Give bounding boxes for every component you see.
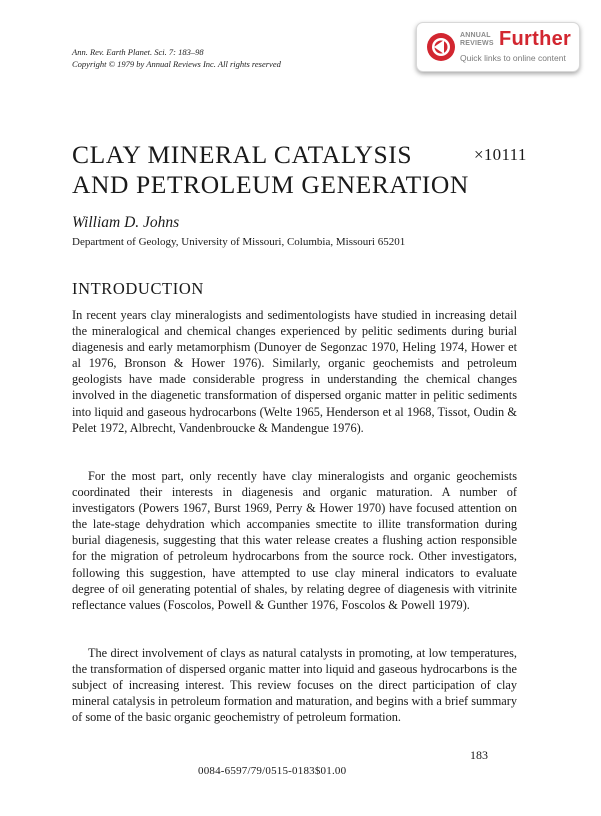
further-banner[interactable] — [416, 22, 580, 72]
title-line-1: CLAY MINERAL CATALYSIS — [72, 140, 413, 169]
article-title — [72, 140, 469, 200]
journal-header — [72, 47, 281, 70]
annual-reviews-logo-icon — [426, 32, 456, 62]
further-label: Further — [499, 28, 572, 50]
paragraph-2: For the most part, only recently have clay mineralogists and organic geochemists coordinated their interests in diagenesis and organic maturation. A number of investigators (Powers 1967, Burst 1969, Perry & Hower 1970) have focused attention on the late-stage dehydration which accompanies smectite to illite transformation during burial diagenesis, suggesting that this water release creates a flushing action responsible for the migration of petroleum hydrocarbons from the source rock. Other investigators, following this suggestion, have attempted to use clay mineral indicators to evaluate degree of oil generating potential of shales, by relating degree of diagenesis with vitrinite reflectance values (Foscolos, Powell & Gunther 1976, Foscolos & Powell 1979). — [72, 469, 517, 612]
paragraph-1: In recent years clay mineralogists and sedimentologists have studied in increasing detail the mineralogical and chemical changes experienced by pelitic sediments during burial diagenesis and early metamorphism (Dunoyer de Segonzac 1970, Heling 1974, Hower et al 1976, Bronson & Hower 1976). Similarly, organic geochemists and petroleum geologists have made considerable progress in understanding the chemical changes involved in the diagenetic transformation of dispersed organic matter in pelitic sediments into liquid and gaseous hydrocarbons (Welte 1965, Henderson et al 1968, Tissot, Oudin & Pelet 1972, Albrecht, Vandenbroucke & Mandengue 1976). — [72, 308, 517, 435]
footer-code: 0084-6597/79/0515-0183$01.00 — [198, 765, 347, 777]
annual-reviews-wordmark: ANNUAL REVIEWS — [460, 32, 494, 47]
author-affiliation: Department of Geology, University of Missouri, Columbia, Missouri 65201 — [72, 236, 406, 248]
quick-links-tagline: Quick links to online content — [460, 53, 566, 63]
section-heading: INTRODUCTION — [72, 279, 204, 298]
author-name: William D. Johns — [72, 214, 180, 231]
reference-code: ×10111 — [474, 145, 527, 164]
paragraph-3: The direct involvement of clays as natural catalysts in promoting, at low temperatures, the transformation of dispersed organic matter into liquid and gaseous hydrocarbons is the subject of increasing interest. This review focuses on the direct participation of clay mineral catalysis in petroleum formation and maturation, and begins with a brief summary of some of the basic organic geochemistry of petroleum formation. — [72, 646, 517, 725]
citation: Ann. Rev. Earth Planet. Sci. 7: 183–98 — [72, 47, 204, 57]
copyright-line: Copyright © 1979 by Annual Reviews Inc. All rights reserved — [72, 58, 281, 69]
title-line-2: AND PETROLEUM GENERATION — [72, 170, 469, 199]
page-number: 183 — [470, 748, 488, 762]
